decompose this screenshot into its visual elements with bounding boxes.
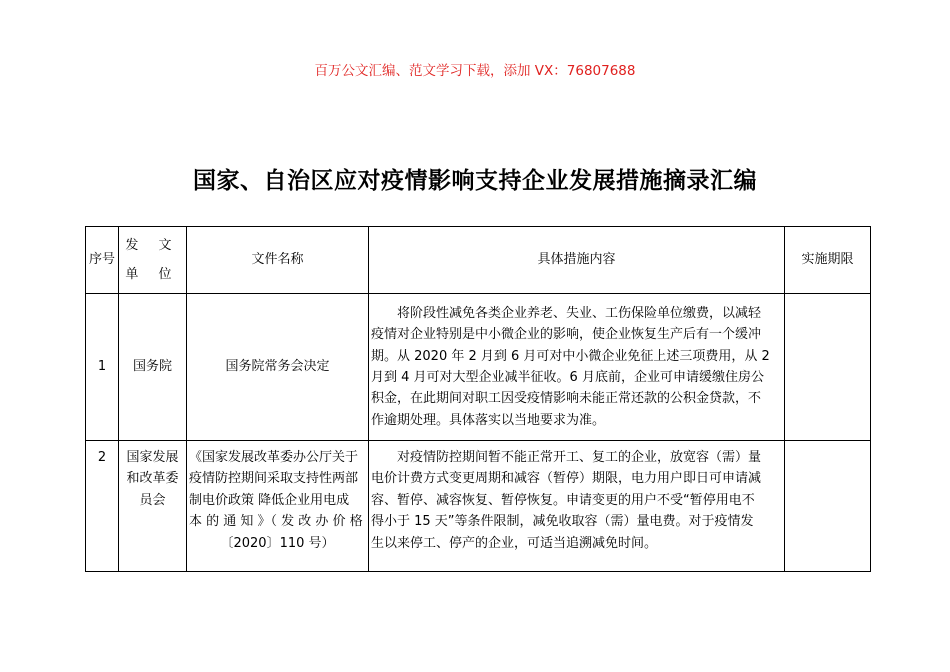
content-line: 积金，在此期间对职工因受疫情影响未能正常还款的公积金贷款，不 [371,391,762,407]
row-content [369,294,785,441]
doc-line: 〔2020〕110 号） [220,535,335,551]
content-line: 月到 4 月可对大型企业减半征收。6 月底前，企业可申请缓缴住房公 [371,370,764,385]
content-line: 容、暂停、减容恢复、暂停恢复。申请变更的用户不受“暂停用电不 [371,492,755,508]
doc-line: 疫情防控期间采取支持性两部 [189,471,359,487]
row-doc [187,441,369,572]
header-content: 具体措施内容 [369,227,785,294]
document-title: 国家、自治区应对疫情影响支持企业发展措施摘录汇编 [193,168,757,194]
unit-line: 员会 [139,492,166,508]
content-line: 对疫情防控期间暂不能正常开工、复工的企业，放宽容（需）量 [371,450,762,465]
table-row [86,294,871,441]
header-period: 实施期限 [785,227,871,294]
content-line: 疫情对企业特别是中小微企业的影响，使企业恢复生产后有一个缓冲 [371,327,762,343]
doc-line: 本 的 通 知 》（ 发 改 办 价 格 [189,514,363,530]
header-seq: 序号 [86,227,119,294]
row-unit [119,441,187,572]
row-period [785,441,871,572]
row-seq: 1 [86,294,119,441]
content-line: 将阶段性减免各类企业养老、失业、工伤保险单位缴费，以减轻 [371,305,762,321]
row-seq: 2 [86,441,119,572]
unit-line: 和改革委 [126,471,179,487]
row-period [785,294,871,441]
content-line: 电价计费方式变更周期和减容（暂停）期限，电力用户即日可申请减 [371,471,762,487]
unit-line: 国家发展 [126,450,179,465]
content-line: 期。从 2020 年 2 月到 6 月可对中小微企业免征上述三项费用，从 2 [371,348,770,364]
row-doc: 国务院常务会决定 [187,294,369,441]
header-unit-line2: 单 位 [125,267,180,282]
row-unit: 国务院 [119,294,187,441]
doc-line: 《国家发展改革委办公厅关于 [189,450,359,465]
content-line: 得小于 15 天”等条件限制，减免收取容（需）量电费。对于疫情发 [371,514,754,530]
download-banner: 百万公文汇编、范文学习下载，添加 VX：76807688 [314,63,636,79]
table-header-row [86,227,871,294]
header-doc: 文件名称 [187,227,369,294]
measures-table [85,226,871,572]
doc-line: 制电价政策 降低企业用电成 [189,492,350,508]
table-row [86,441,871,572]
header-unit-line1: 发 文 [125,238,180,253]
header-unit [119,227,187,294]
content-line: 生以来停工、停产的企业，可适当追溯减免时间。 [371,535,658,551]
content-line: 作逾期处理。具体落实以当地要求为准。 [371,412,606,428]
row-content [369,441,785,572]
